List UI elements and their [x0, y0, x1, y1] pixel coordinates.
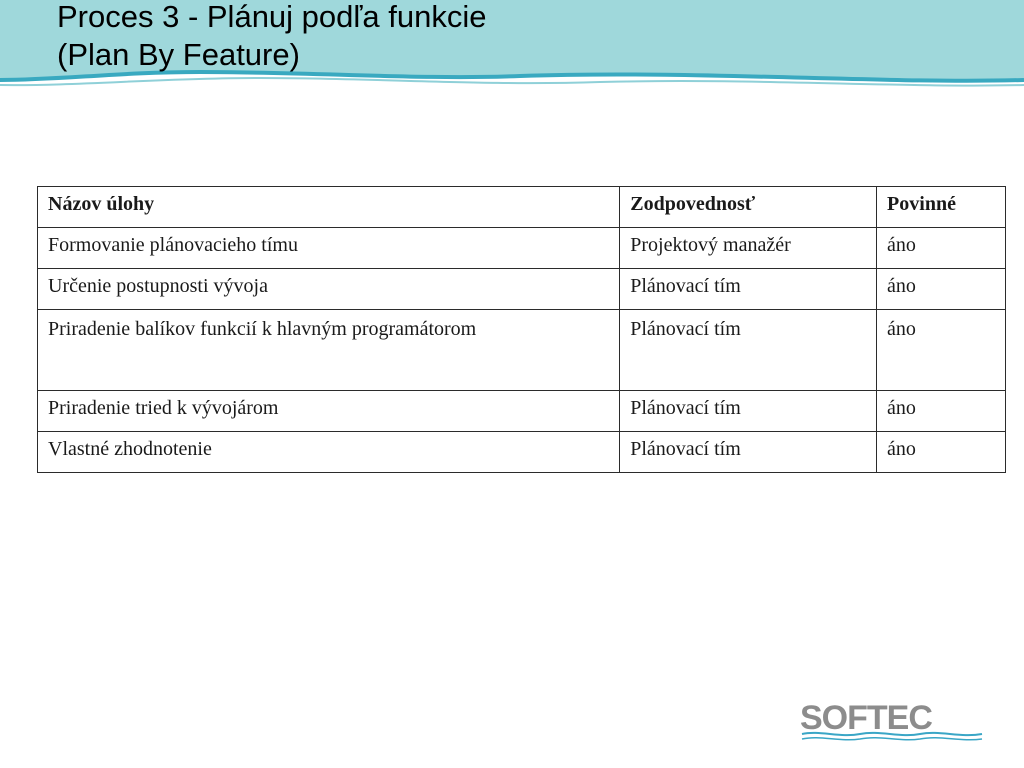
slide-title-line-1: Proces 3 - Plánuj podľa funkcie [57, 0, 487, 34]
table-header-row [38, 187, 1006, 228]
task-cell: Formovanie plánovacieho tímu [38, 228, 620, 269]
slide-title [57, 0, 487, 74]
task-cell: Určenie postupnosti vývoja [38, 269, 620, 310]
table-row [38, 228, 1006, 269]
required-cell: áno [877, 310, 1006, 391]
responsibility-cell: Plánovací tím [620, 269, 877, 310]
slide-title-line-2: (Plan By Feature) [57, 37, 300, 72]
required-cell: áno [877, 269, 1006, 310]
table-row [38, 432, 1006, 473]
responsibility-cell: Plánovací tím [620, 391, 877, 432]
header-required: Povinné [877, 187, 1006, 228]
responsibility-cell: Projektový manažér [620, 228, 877, 269]
required-cell: áno [877, 228, 1006, 269]
responsibility-cell: Plánovací tím [620, 432, 877, 473]
required-cell: áno [877, 391, 1006, 432]
table-row [38, 269, 1006, 310]
logo-text: SOFTEC [800, 699, 932, 737]
header-task-name: Názov úlohy [38, 187, 620, 228]
responsibility-cell: Plánovací tím [620, 310, 877, 391]
slide-header [0, 0, 1024, 88]
required-cell: áno [877, 432, 1006, 473]
table-row [38, 310, 1006, 391]
logo-wave-icon [800, 730, 984, 742]
table-row [38, 391, 1006, 432]
softec-logo [800, 700, 984, 742]
task-cell: Priradenie balíkov funkcií k hlavným programátorom [38, 310, 620, 391]
header-responsibility: Zodpovednosť [620, 187, 877, 228]
task-cell: Priradenie tried k vývojárom [38, 391, 620, 432]
task-cell: Vlastné zhodnotenie [38, 432, 620, 473]
task-table [37, 186, 1006, 473]
